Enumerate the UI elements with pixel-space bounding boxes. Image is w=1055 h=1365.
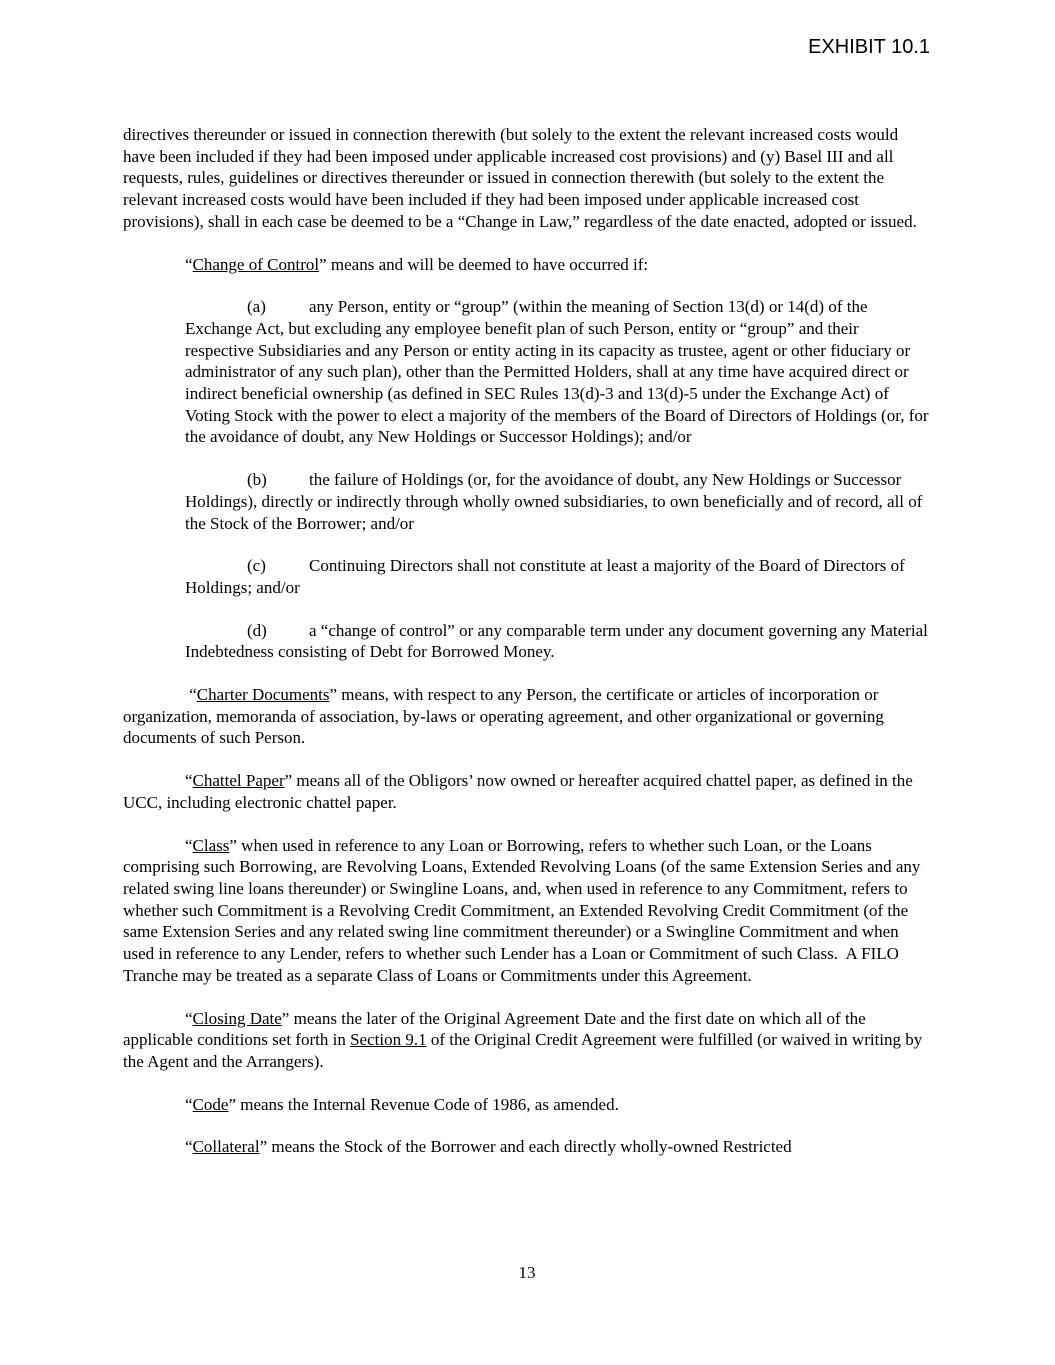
text-run: ” means the later of the Original Agreement Date and the first date on which all of the applicable conditions set forth in bbox=[123, 1008, 870, 1050]
clause-label: (a) bbox=[247, 297, 266, 317]
paragraph bbox=[123, 1094, 931, 1116]
text-run: ” when used in reference to any Loan or Borrowing, refers to whether such Loan, or the Loans comprising such Borrowing, are Revolving Loans, Extended Revolving Loans (of the same Extension Series and any related swing line loans thereunder) or Swingline Loans, and, when used in reference to any Commitment, refers to whether such Commitment is a Revolving Credit Commitment, an Extended Revolving Credit Commitment (of the same Extension Series and any related swing line commitment thereunder) or a Swingline Commitment and when used in reference to any Lender, refers to whether such Lender has a Loan or Commitment of such Class. A FILO Tranche may be treated as a separate Class of Loans or Commitments under this Agreement. bbox=[123, 835, 925, 985]
paragraph bbox=[123, 124, 931, 233]
text-run: a “change of control” or any comparable term under any document governing any Material Indebtedness consisting of Debt for Borrowed Money. bbox=[185, 620, 933, 662]
clause-label: (d) bbox=[247, 620, 267, 640]
exhibit-header: EXHIBIT 10.1 bbox=[808, 36, 930, 58]
text-run: “ bbox=[185, 1094, 193, 1114]
defined-term: Closing Date bbox=[192, 1008, 282, 1028]
clause-label: (b) bbox=[247, 470, 267, 490]
clause-label: (c) bbox=[247, 556, 266, 576]
text-run: ” means all of the Obligors’ now owned or hereafter acquired chattel paper, as defined in the UCC, including electronic chattel paper. bbox=[123, 771, 918, 812]
paragraph bbox=[123, 1136, 931, 1158]
clause-paragraph bbox=[185, 620, 931, 663]
text-run: “ bbox=[185, 685, 197, 705]
text-run: ” means and will be deemed to have occurred if: bbox=[319, 254, 649, 274]
page-number: 13 bbox=[518, 1263, 536, 1282]
paragraph bbox=[123, 770, 931, 813]
defined-term: Change of Control bbox=[192, 254, 320, 274]
paragraph bbox=[123, 684, 931, 749]
text-run: “ bbox=[185, 835, 193, 855]
text-run: ” means the Stock of the Borrower and each directly wholly-owned Restricted bbox=[259, 1137, 792, 1157]
defined-term: Chattel Paper bbox=[192, 771, 285, 791]
defined-term: Class bbox=[192, 835, 230, 855]
text-run: directives thereunder or issued in connection therewith (but solely to the extent the relevant increased costs would have been included if they had been imposed under applicable increased cost provisions) and (y) Basel III and all requests, rules, guidelines or directives thereunder or issued in connection therewith (but solely to the extent the relevant increased costs would have been included if they had been imposed under applicable increased cost provisions), shall in each case be deemed to be a “Change in Law,” regardless of the date enacted, adopted or issued. bbox=[123, 125, 917, 231]
document-body bbox=[123, 124, 931, 1179]
clause-paragraph bbox=[185, 555, 931, 598]
text-run: “ bbox=[185, 254, 193, 274]
text-run: ” means, with respect to any Person, the certificate or articles of incorporation or organization, memoranda of association, by-laws or operating agreement, and other organizational or governing documents of such Person. bbox=[123, 685, 889, 748]
paragraph bbox=[123, 254, 931, 276]
paragraph bbox=[123, 1008, 931, 1073]
defined-term: Collateral bbox=[192, 1137, 260, 1157]
text-run: ” means the Internal Revenue Code of 1986, as amended. bbox=[228, 1094, 619, 1114]
paragraph bbox=[123, 835, 931, 987]
clause-paragraph bbox=[185, 296, 931, 448]
defined-term: Section 9.1 bbox=[350, 1030, 427, 1050]
text-run: the failure of Holdings (or, for the avoidance of doubt, any New Holdings or Successor Holdings), directly or indirectly through wholly owned subsidiaries, to own beneficially and of record, all of the Stock of the Borrower; and/or bbox=[185, 470, 927, 533]
text-run: “ bbox=[185, 1008, 193, 1028]
text-run: any Person, entity or “group” (within the meaning of Section 13(d) or 14(d) of the Exchange Act, but excluding any employee benefit plan of such Person, entity or “group” and their respective Subsidiaries and any Person or entity acting in its capacity as trustee, agent or other fiduciary or administrator of any such plan), other than the Permitted Holders, shall at any time have acquired direct or indirect beneficial ownership (as defined in SEC Rules 13(d)-3 and 13(d)-5 under the Exchange Act) of Voting Stock with the power to elect a majority of the members of the Board of Directors of Holdings (or, for the avoidance of doubt, any New Holdings or Successor Holdings); and/or bbox=[185, 297, 933, 447]
defined-term: Charter Documents bbox=[196, 685, 330, 705]
text-run: of the Original Credit Agreement were fulfilled (or waived in writing by the Agent and the Arrangers). bbox=[123, 1030, 927, 1071]
text-run: Continuing Directors shall not constitute at least a majority of the Board of Directors of Holdings; and/or bbox=[185, 556, 910, 597]
text-run: “ bbox=[185, 771, 193, 791]
clause-paragraph bbox=[185, 469, 931, 534]
defined-term: Code bbox=[192, 1094, 229, 1114]
text-run: “ bbox=[185, 1137, 193, 1157]
